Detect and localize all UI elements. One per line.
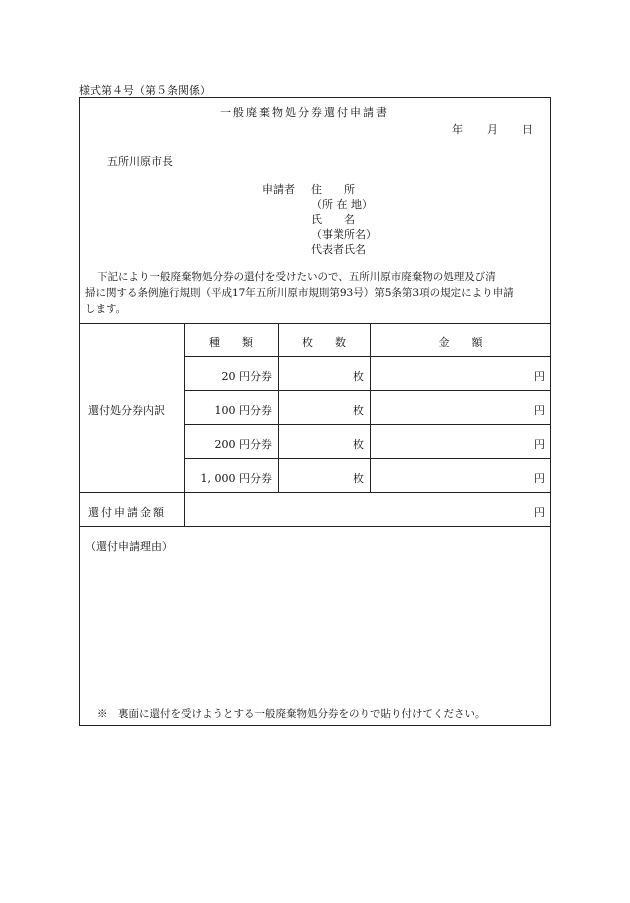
body-line-1: 下記により一般廃棄物処分券の還付を受けたいので、五所川原市廃棄物の処理及び清 [97, 271, 496, 283]
total-unit: 円 [534, 506, 545, 519]
body-line-3: します。 [85, 303, 127, 315]
table-row-rule [184, 458, 551, 459]
count-unit: 枚 [353, 472, 364, 485]
count-unit: 枚 [353, 438, 364, 451]
table-top-rule [79, 323, 551, 324]
date-year: 年 [452, 123, 463, 136]
addressee: 五所川原市長 [107, 155, 173, 168]
table-total-rule [79, 492, 551, 493]
applicant-label: 申請者 [262, 183, 295, 196]
ticket-type: 100 円分券 [214, 404, 272, 417]
form-title: 一般廃棄物処分券還付申請書 [220, 106, 389, 119]
total-label: 還付申請金額 [88, 506, 166, 519]
attachment-note: ※ 裏面に還付を受けようとする一般廃棄物処分券をのりで貼り付けてください。 [97, 708, 486, 720]
count-unit: 枚 [353, 370, 364, 383]
applicant-address: 住 所 [311, 183, 355, 196]
count-unit: 枚 [353, 404, 364, 417]
body-line-2: 掃に関する条例施行規則（平成17年五所川原市規則第93号）第5条第3項の規定により申請 [85, 287, 514, 299]
applicant-representative: 代表者氏名 [311, 243, 366, 256]
amount-unit: 円 [534, 370, 545, 383]
table-row-rule [184, 424, 551, 425]
header-amount: 金 額 [438, 336, 483, 349]
ticket-type: 20 円分券 [221, 370, 272, 383]
amount-unit: 円 [534, 438, 545, 451]
ticket-type: 1, 000 円分券 [200, 472, 272, 485]
applicant-location: （所 在 地） [311, 198, 373, 211]
header-count: 枚 数 [302, 336, 346, 349]
table-row-rule [184, 390, 551, 391]
amount-unit: 円 [534, 404, 545, 417]
table-bottom-rule [79, 526, 551, 527]
amount-unit: 円 [534, 472, 545, 485]
applicant-office-name: （事業所名） [311, 228, 377, 241]
header-type: 種 類 [209, 336, 253, 349]
date-day: 日 [522, 123, 533, 136]
table-col-rule [184, 323, 185, 526]
ticket-type: 200 円分券 [214, 438, 272, 451]
reason-label: （還付申請理由） [85, 540, 173, 553]
breakdown-label: 還付処分券内訳 [88, 404, 165, 417]
date-month: 月 [487, 123, 498, 136]
applicant-name: 氏 名 [311, 213, 355, 226]
table-header-rule [184, 356, 551, 357]
form-number: 様式第４号（第５条関係） [79, 84, 211, 97]
